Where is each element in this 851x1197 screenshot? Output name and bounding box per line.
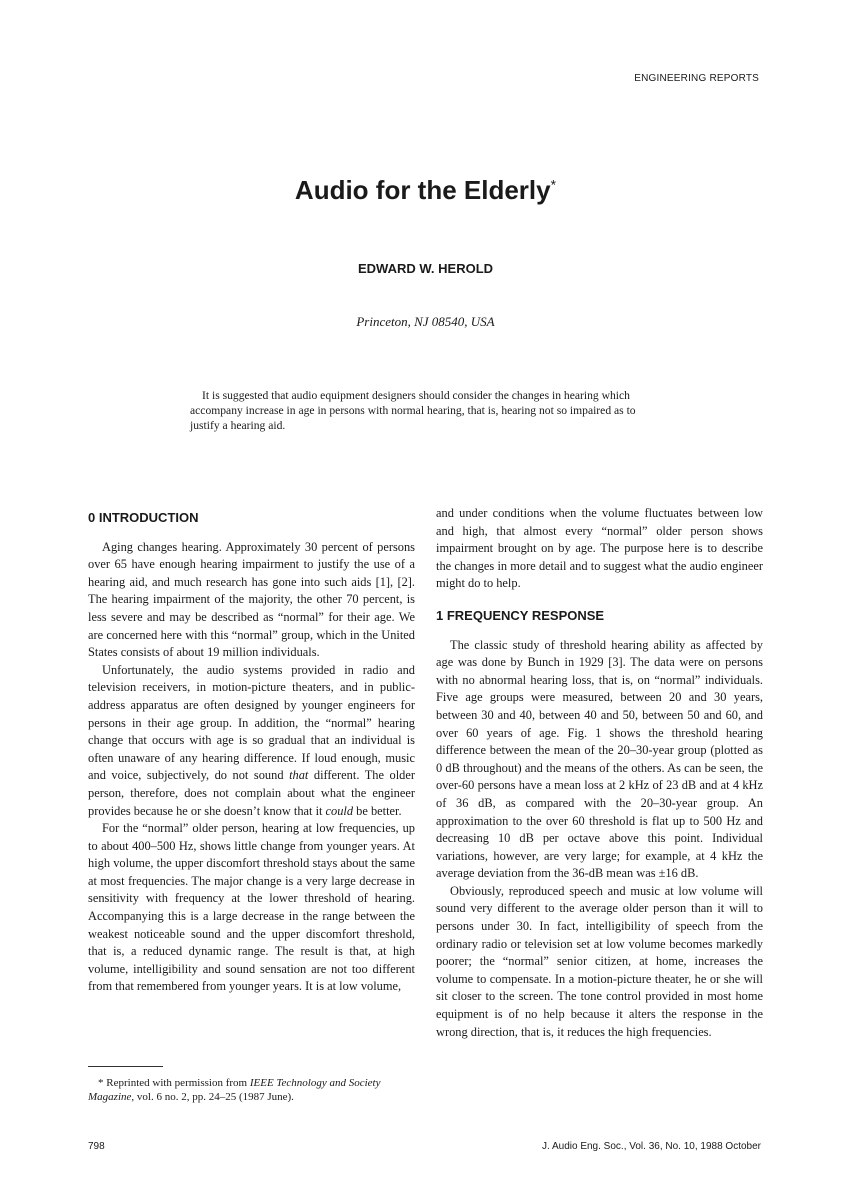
footnote-rule (88, 1066, 163, 1067)
page-number: 798 (88, 1141, 105, 1152)
freq-paragraph-1: The classic study of threshold hearing ability as affected by age was done by Bunch in 1929 [3]. The data were on persons with no abnormal hearing loss, that is, on “normal” individuals. Five age groups were measured, between 20 and 30 years, between 30 and 40, between 40 and 50, between 50 and 60, and over 60 years of age. Fig. 1 shows the threshold hearing difference between the mean of the 20–30-year group (plotted as 0 dB throughout) and the means of the others. As can be seen, the over-60 persons have a mean loss at 2 kHz of 23 dB and at 4 kHz of 36 dB, as compared with the 20–30-year group. An approximation to the over 60 threshold is flat up to 500 Hz and decreasing 10 dB per octave above this point. Individual variations, however, are very large; for example, at 4 kHz the average deviation from the 36-dB mean was ±16 dB. (436, 637, 763, 881)
author-name: EDWARD W. HEROLD (357, 261, 494, 276)
freq-paragraph-2: Obviously, reproduced speech and music at low volume will sound very different to the average older person than it will to persons under 30. In fact, intelligibility of speech from the ordinary radio or television set at low volume becomes markedly poorer; the “normal” senior citizen, at home, increases the volume to compensate. In a motion-picture theater, he or she will sit closer to the screen. The tone control provided in most home equipment is of no help because it alters the response in the wrong direction, that is, it reduces the high frequencies. (436, 883, 763, 1039)
intro-p2-emphasis-that: that (289, 768, 309, 783)
footnote-marker: * (98, 1077, 104, 1089)
footnote-text-b: , vol. 6 no. 2, pp. 24–25 (1987 June). (131, 1091, 294, 1103)
intro-paragraph-3: For the “normal” older person, hearing at low frequencies, up to about 400–500 Hz, shows little change from younger years. At high volume, the upper discomfort threshold stays about the same at most frequencies. The major change is a very large decrease in sensitivity with frequency at the lower threshold of hearing. Accompanying this is a large decrease in the range between the weakest noticeable sound and the upper discomfort threshold, that is, a reduced dynamic range. The result is that, at high volume, intelligibility and sound sensation are not too different from that remembered from younger years. It is at low volume, (88, 821, 415, 994)
title-footnote-mark: * (550, 176, 557, 193)
section-heading-frequency-response: 1 FREQUENCY RESPONSE (436, 607, 605, 623)
section-heading-introduction: 0 INTRODUCTION (88, 510, 199, 525)
intro-paragraph-4: and under conditions when the volume fluctuates between low and high, that almost every “normal” older person shows impairment brought on by age. The purpose here is to describe the changes in more detail and to suggest what the audio engineer might do to help. (436, 506, 763, 591)
intro-paragraph-1: Aging changes hearing. Approximately 30 percent of persons over 65 have enough hearing impairment to justify the use of a hearing aid, and much research has gone into such aids [1], [2]. The hearing impairment of the majority, the other 70 percent, is less severe and may be described as “normal” for their age. We are concerned here with this “normal” group, which in the United States consists of about 19 million individuals. (88, 539, 415, 660)
footnote (88, 1076, 418, 1104)
intro-p2-part-c: be better. (353, 803, 402, 818)
intro-p2-emphasis-could: could (325, 803, 354, 818)
footnote-text-a: Reprinted with permission from (103, 1077, 250, 1089)
intro-paragraph-2 (88, 662, 415, 820)
author-affiliation: Princeton, NJ 08540, USA (356, 314, 495, 329)
intro-p2-part-b: different. The older person, therefore, does not complain about what the engineer provides because he or she doesn’t know that it (88, 768, 415, 818)
running-head: ENGINEERING REPORTS (634, 73, 759, 84)
abstract: It is suggested that audio equipment designers should consider the changes in hearing which accompany increase in age in persons with normal hearing, that is, hearing not so impaired as to justify a hearing aid. (190, 389, 636, 432)
right-column (436, 505, 763, 1041)
intro-p2-part-a: Unfortunately, the audio systems provided in radio and television receivers, in motion-picture theaters, and in public-address apparatus are often designed by younger engineers for persons in their age group. In addition, the “normal” hearing change that occurs with age is so gradual that an individual is often unaware of any hearing difference. If loud enough, music and voice, subjectively, do not sound (88, 662, 415, 783)
left-column (88, 505, 415, 996)
title-text: Audio for the Elderly (294, 175, 551, 205)
article-title (0, 175, 851, 206)
journal-citation: J. Audio Eng. Soc., Vol. 36, No. 10, 1988 October (541, 1141, 761, 1152)
footnote-source: IEEE Technology and Society Magazine (88, 1077, 381, 1103)
